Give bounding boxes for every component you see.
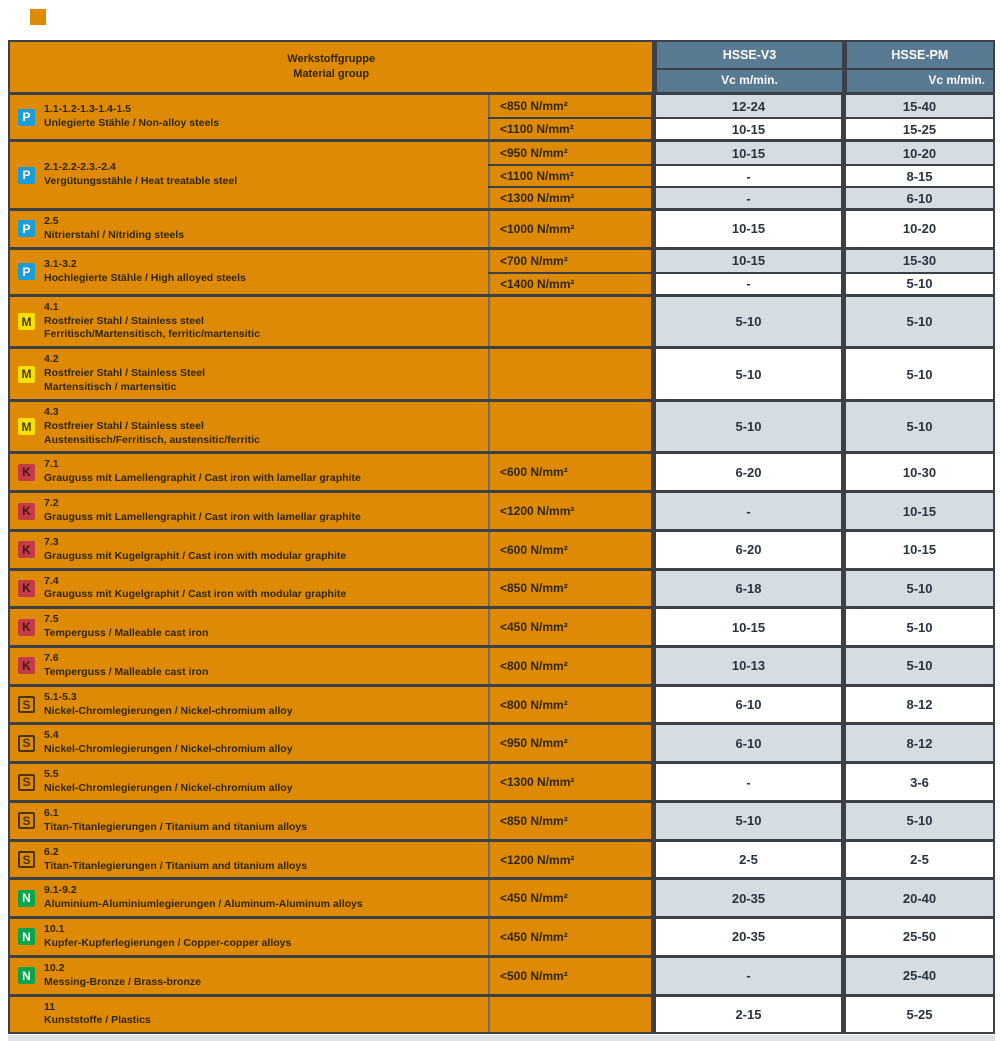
speed-cell-hsse-v3: 5-10: [651, 297, 841, 347]
speed-cell-hsse-v3: -: [651, 493, 841, 529]
group-subrows: [488, 142, 993, 208]
material-class-badge-K: K: [18, 503, 35, 520]
material-name: Grauguss mit Kugelgraphit / Cast iron with modular graphite: [44, 588, 347, 601]
tensile-strength-cell: [488, 997, 651, 1033]
material-code: 2.1-2.2-2.3.-2.4: [44, 161, 116, 174]
speed-cell-hsse-pm: 15-40: [841, 95, 993, 117]
speed-cell-hsse-v3: 10-15: [651, 609, 841, 645]
group-subrows: [488, 648, 993, 684]
table-header: [10, 42, 993, 92]
group-subrows: [488, 725, 993, 761]
speed-cell-hsse-pm: 10-15: [841, 493, 993, 529]
table-row-group: [10, 839, 993, 878]
tensile-strength-cell: <450 N/mm²: [488, 880, 651, 916]
table-subrow: [488, 349, 993, 399]
speed-cell-hsse-v3: 5-10: [651, 402, 841, 452]
speed-cell-hsse-pm: 5-10: [841, 349, 993, 399]
material-label-text: [44, 353, 205, 395]
speed-cell-hsse-v3: -: [651, 958, 841, 994]
material-label-cell: [10, 687, 488, 723]
material-name: Kupfer-Kupferlegierungen / Copper-copper alloys: [44, 936, 292, 949]
speed-cell-hsse-pm: 3-6: [841, 764, 993, 800]
material-name: Vergütungsstähle / Heat treatable steel: [44, 175, 238, 187]
group-subrows: [488, 803, 993, 839]
table-row-group: [10, 606, 993, 645]
group-subrows: [488, 687, 993, 723]
tensile-strength-cell: <950 N/mm²: [488, 725, 651, 761]
material-name: Nitrierstahl / Nitriding steels: [44, 228, 185, 241]
material-label-text: [44, 691, 293, 719]
table-subrow: [488, 648, 993, 684]
table-subrow: [488, 211, 993, 247]
material-subname: Ferritisch/Martensitisch, ferritic/martensitic: [44, 328, 260, 341]
material-class-badge-K: K: [18, 580, 35, 597]
tensile-strength-cell: <600 N/mm²: [488, 454, 651, 490]
table-subrow: [488, 803, 993, 839]
material-label-text: [44, 575, 346, 603]
column-header-hsse-v3: [652, 42, 841, 92]
material-class-badge-M: M: [18, 366, 35, 383]
material-name: Nickel-Chromlegierungen / Nickel-chromium alloy: [44, 782, 293, 795]
material-label-cell: [10, 997, 488, 1033]
tensile-strength-cell: <1300 N/mm²: [488, 764, 651, 800]
material-label-cell: [10, 958, 488, 994]
material-class-badge-P: P: [18, 167, 35, 184]
table-subrow: [488, 764, 993, 800]
group-subrows: [488, 958, 993, 994]
material-name: Rostfreier Stahl / Stainless steel: [44, 314, 204, 327]
material-code: 5.1-5.3: [44, 690, 77, 703]
speed-cell-hsse-v3: -: [651, 166, 841, 186]
group-subrows: [488, 297, 993, 347]
tensile-strength-cell: <1100 N/mm²: [488, 119, 651, 139]
material-name: Nickel-Chromlegierungen / Nickel-chromium alloy: [44, 704, 293, 717]
material-class-badge-N: N: [18, 928, 35, 945]
group-subrows: [488, 250, 993, 294]
speed-cell-hsse-v3: 10-13: [651, 648, 841, 684]
group-subrows: [488, 764, 993, 800]
material-code: 7.4: [44, 574, 59, 587]
material-code: 4.3: [44, 405, 59, 418]
material-name: Hochlegierte Stähle / High alloyed steels: [44, 271, 246, 284]
tensile-strength-cell: <1200 N/mm²: [488, 842, 651, 878]
material-class-badge-K: K: [18, 541, 35, 558]
material-name: Rostfreier Stahl / Stainless Steel: [44, 367, 206, 380]
material-label-text: [44, 807, 307, 835]
tensile-strength-cell: [488, 297, 651, 347]
table-row-group: [10, 994, 993, 1033]
orange-corner-mark: [30, 9, 46, 25]
material-class-badge-K: K: [18, 464, 35, 481]
speed-cell-hsse-v3: -: [651, 764, 841, 800]
group-subrows: [488, 493, 993, 529]
material-code: 7.6: [44, 652, 59, 665]
group-subrows: [488, 211, 993, 247]
material-label-text: [44, 652, 208, 680]
material-code: 3.1-3.2: [44, 257, 77, 270]
material-name: Rostfreier Stahl / Stainless steel: [44, 419, 204, 432]
material-class-badge-P: P: [18, 220, 35, 237]
material-class-badge-S: S: [18, 774, 35, 791]
material-class-badge-N: N: [18, 967, 35, 984]
group-subrows: [488, 571, 993, 607]
speed-cell-hsse-pm: 15-30: [841, 250, 993, 272]
tensile-strength-cell: <1000 N/mm²: [488, 211, 651, 247]
material-label-text: [44, 846, 307, 874]
material-label-cell: [10, 648, 488, 684]
material-subname: Austensitisch/Ferritisch, austensitic/ferritic: [44, 433, 260, 446]
table-subrow: [488, 297, 993, 347]
column-name-hsse-pm: HSSE-PM: [891, 48, 949, 62]
tensile-strength-cell: <850 N/mm²: [488, 571, 651, 607]
speed-cell-hsse-v3: -: [651, 274, 841, 294]
material-class-badge-P: P: [18, 109, 35, 126]
material-group-title-en: Material group: [293, 68, 370, 80]
table-subrow: [488, 142, 993, 164]
table-subrow: [488, 958, 993, 994]
table-row-group: [10, 92, 993, 139]
speed-cell-hsse-v3: 10-15: [651, 119, 841, 139]
group-subrows: [488, 95, 993, 139]
group-subrows: [488, 997, 993, 1033]
speed-cell-hsse-pm: 8-15: [841, 166, 993, 186]
tensile-strength-cell: <600 N/mm²: [488, 532, 651, 568]
group-subrows: [488, 349, 993, 399]
material-label-cell: [10, 297, 488, 347]
group-subrows: [488, 532, 993, 568]
material-label-text: [44, 1001, 151, 1029]
material-code: 7.3: [44, 535, 59, 548]
material-class-badge-S: S: [18, 735, 35, 752]
material-label-text: [44, 258, 246, 286]
group-subrows: [488, 880, 993, 916]
material-label-text: [44, 962, 201, 990]
material-code: 5.5: [44, 768, 59, 781]
material-label-cell: [10, 764, 488, 800]
table-subrow: [488, 95, 993, 117]
speed-cell-hsse-pm: 5-10: [841, 297, 993, 347]
material-name: Nickel-Chromlegierungen / Nickel-chromium alloy: [44, 743, 293, 756]
material-label-text: [44, 161, 237, 189]
speed-cell-hsse-pm: 25-50: [841, 919, 993, 955]
material-code: 10.1: [44, 923, 65, 936]
tensile-strength-cell: <450 N/mm²: [488, 609, 651, 645]
table-row-group: [10, 568, 993, 607]
table-row-group: [10, 294, 993, 347]
table-row-group: [10, 139, 993, 208]
table-row-group: [10, 208, 993, 247]
material-code: 6.1: [44, 806, 59, 819]
tensile-strength-cell: <1100 N/mm²: [488, 166, 651, 186]
table-row-group: [10, 722, 993, 761]
table-subrow: [488, 164, 993, 186]
material-label-text: [44, 729, 293, 757]
table-row-group: [10, 761, 993, 800]
speed-cell-hsse-pm: 5-10: [841, 274, 993, 294]
speed-cell-hsse-pm: 25-40: [841, 958, 993, 994]
table-row-group: [10, 247, 993, 294]
material-label-cell: [10, 919, 488, 955]
material-group-title-de: Werkstoffgruppe: [287, 53, 376, 66]
table-subrow: [488, 186, 993, 208]
material-label-cell: [10, 211, 488, 247]
speed-cell-hsse-pm: 10-15: [841, 532, 993, 568]
material-name: Aluminium-Aluminiumlegierungen / Aluminum-Aluminum alloys: [44, 898, 363, 911]
group-subrows: [488, 842, 993, 878]
material-class-badge-M: M: [18, 313, 35, 330]
material-class-badge-S: S: [18, 696, 35, 713]
table-row-group: [10, 877, 993, 916]
unit-label-hsse-v3: Vc m/min.: [657, 68, 841, 90]
speed-cell-hsse-v3: -: [651, 188, 841, 208]
speed-cell-hsse-pm: 10-20: [841, 142, 993, 164]
material-class-badge-S: S: [18, 851, 35, 868]
material-code: 1.1-1.2-1.3-1.4-1.5: [44, 103, 131, 116]
tensile-strength-cell: <850 N/mm²: [488, 95, 651, 117]
material-label-cell: [10, 250, 488, 294]
material-code: 4.2: [44, 353, 59, 366]
table-subrow: [488, 725, 993, 761]
table-row-group: [10, 684, 993, 723]
speed-cell-hsse-v3: 10-15: [651, 250, 841, 272]
material-label-text: [44, 768, 293, 796]
material-name: Grauguss mit Lamellengraphit / Cast iron with lamellar graphite: [44, 472, 361, 485]
table-subrow: [488, 532, 993, 568]
table-bottom-strip: [8, 1035, 995, 1041]
material-label-cell: [10, 95, 488, 139]
material-class-badge-N: N: [18, 890, 35, 907]
material-code: 7.2: [44, 497, 59, 510]
material-label-cell: [10, 142, 488, 208]
material-class-badge-K: K: [18, 657, 35, 674]
tensile-strength-cell: [488, 402, 651, 452]
table-subrow: [488, 250, 993, 272]
table-subrow: [488, 609, 993, 645]
material-label-text: [44, 536, 346, 564]
material-group-header: [10, 42, 652, 92]
tensile-strength-cell: [488, 349, 651, 399]
speed-cell-hsse-v3: 6-10: [651, 725, 841, 761]
tensile-strength-cell: <800 N/mm²: [488, 687, 651, 723]
group-subrows: [488, 919, 993, 955]
material-label-cell: [10, 609, 488, 645]
material-code: 4.1: [44, 300, 59, 313]
tensile-strength-cell: <500 N/mm²: [488, 958, 651, 994]
speed-cell-hsse-v3: 5-10: [651, 349, 841, 399]
speed-cell-hsse-pm: 15-25: [841, 119, 993, 139]
material-label-text: [44, 406, 260, 448]
tensile-strength-cell: <800 N/mm²: [488, 648, 651, 684]
speed-cell-hsse-v3: 6-10: [651, 687, 841, 723]
table-subrow: [488, 687, 993, 723]
material-name: Grauguss mit Kugelgraphit / Cast iron with modular graphite: [44, 549, 347, 562]
group-subrows: [488, 609, 993, 645]
table-subrow: [488, 454, 993, 490]
material-label-cell: [10, 880, 488, 916]
material-label-text: [44, 613, 208, 641]
speed-cell-hsse-v3: 2-5: [651, 842, 841, 878]
speed-cell-hsse-v3: 6-20: [651, 454, 841, 490]
speed-cell-hsse-pm: 5-10: [841, 571, 993, 607]
tensile-strength-cell: <1200 N/mm²: [488, 493, 651, 529]
group-subrows: [488, 402, 993, 452]
speed-cell-hsse-pm: 8-12: [841, 687, 993, 723]
table-subrow: [488, 493, 993, 529]
material-class-badge-S: S: [18, 812, 35, 829]
material-code: 5.4: [44, 729, 59, 742]
unit-label-hsse-pm: Vc m/min.: [847, 68, 993, 90]
material-label-text: [44, 215, 184, 243]
material-name: Titan-Titanlegierungen / Titanium and titanium alloys: [44, 820, 308, 833]
table-subrow: [488, 402, 993, 452]
material-subname: Martensitisch / martensitic: [44, 381, 177, 394]
material-code: 7.5: [44, 613, 59, 626]
speed-cell-hsse-pm: 10-30: [841, 454, 993, 490]
material-code: 9.1-9.2: [44, 884, 77, 897]
table-subrow: [488, 919, 993, 955]
column-header-hsse-pm: [842, 42, 993, 92]
table-subrow: [488, 842, 993, 878]
table-row-group: [10, 451, 993, 490]
speed-cell-hsse-pm: 6-10: [841, 188, 993, 208]
material-name: Grauguss mit Lamellengraphit / Cast iron with lamellar graphite: [44, 511, 361, 524]
speed-cell-hsse-pm: 5-10: [841, 648, 993, 684]
speed-cell-hsse-pm: 10-20: [841, 211, 993, 247]
material-name: Temperguss / Malleable cast iron: [44, 665, 209, 678]
table-row-group: [10, 955, 993, 994]
material-name: Kunststoffe / Plastics: [44, 1014, 151, 1027]
speed-cell-hsse-v3: 5-10: [651, 803, 841, 839]
material-code: 11: [44, 1000, 56, 1013]
material-name: Temperguss / Malleable cast iron: [44, 627, 209, 640]
speed-cell-hsse-pm: 5-10: [841, 609, 993, 645]
tensile-strength-cell: <1400 N/mm²: [488, 274, 651, 294]
speed-cell-hsse-v3: 20-35: [651, 880, 841, 916]
material-class-badge-K: K: [18, 619, 35, 636]
table-row-group: [10, 346, 993, 399]
speed-cell-hsse-v3: 12-24: [651, 95, 841, 117]
material-label-cell: [10, 803, 488, 839]
material-code: 10.2: [44, 961, 65, 974]
cutting-speed-table: [8, 40, 995, 1034]
table-subrow: [488, 272, 993, 294]
speed-cell-hsse-pm: 20-40: [841, 880, 993, 916]
material-label-cell: [10, 402, 488, 452]
speed-cell-hsse-pm: 2-5: [841, 842, 993, 878]
column-name-hsse-v3: HSSE-V3: [722, 48, 777, 62]
material-name: Titan-Titanlegierungen / Titanium and titanium alloys: [44, 859, 308, 872]
material-label-cell: [10, 349, 488, 399]
tensile-strength-cell: <1300 N/mm²: [488, 188, 651, 208]
material-code: 6.2: [44, 845, 59, 858]
speed-cell-hsse-v3: 6-20: [651, 532, 841, 568]
speed-cell-hsse-v3: 10-15: [651, 142, 841, 164]
table-subrow: [488, 997, 993, 1033]
speed-cell-hsse-pm: 5-10: [841, 803, 993, 839]
material-label-text: [44, 301, 260, 343]
material-label-cell: [10, 454, 488, 490]
material-class-badge-P: P: [18, 263, 35, 280]
material-label-text: [44, 497, 361, 525]
table-row-group: [10, 529, 993, 568]
material-label-cell: [10, 493, 488, 529]
speed-cell-hsse-v3: 10-15: [651, 211, 841, 247]
tensile-strength-cell: <850 N/mm²: [488, 803, 651, 839]
tensile-strength-cell: <450 N/mm²: [488, 919, 651, 955]
tensile-strength-cell: <700 N/mm²: [488, 250, 651, 272]
material-label-text: [44, 884, 363, 912]
tensile-strength-cell: <950 N/mm²: [488, 142, 651, 164]
table-row-group: [10, 490, 993, 529]
material-label-text: [44, 103, 219, 131]
speed-cell-hsse-v3: 6-18: [651, 571, 841, 607]
speed-cell-hsse-pm: 5-10: [841, 402, 993, 452]
table-row-group: [10, 399, 993, 452]
table-row-group: [10, 800, 993, 839]
material-code: 7.1: [44, 458, 59, 471]
material-class-badge-M: M: [18, 418, 35, 435]
material-label-text: [44, 458, 361, 486]
material-code: 2.5: [44, 215, 59, 227]
material-label-cell: [10, 571, 488, 607]
table-subrow: [488, 117, 993, 139]
speed-cell-hsse-v3: 20-35: [651, 919, 841, 955]
table-row-group: [10, 645, 993, 684]
material-label-cell: [10, 725, 488, 761]
table-subrow: [488, 880, 993, 916]
group-subrows: [488, 454, 993, 490]
table-body: [10, 92, 993, 1032]
table-row-group: [10, 916, 993, 955]
material-label-cell: [10, 842, 488, 878]
speed-cell-hsse-v3: 2-15: [651, 997, 841, 1033]
material-label-cell: [10, 532, 488, 568]
speed-cell-hsse-pm: 8-12: [841, 725, 993, 761]
material-name: Messing-Bronze / Brass-bronze: [44, 975, 201, 988]
material-label-text: [44, 923, 291, 951]
table-subrow: [488, 571, 993, 607]
material-name: Unlegierte Stähle / Non-alloy steels: [44, 117, 220, 129]
speed-cell-hsse-pm: 5-25: [841, 997, 993, 1033]
